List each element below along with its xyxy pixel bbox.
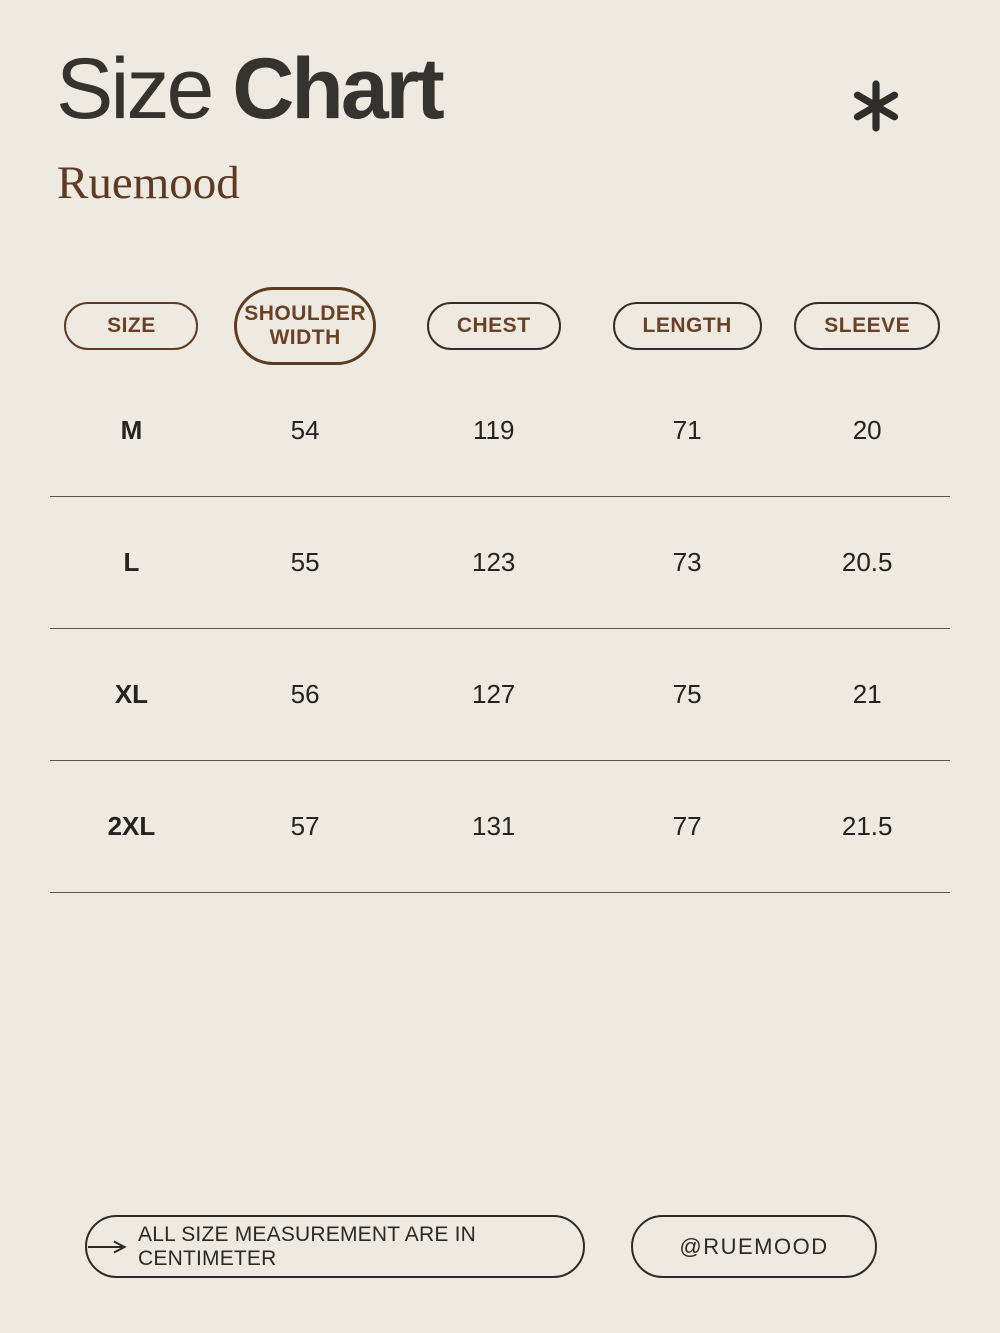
title-regular: Size	[56, 41, 212, 137]
table-cell-length: 73	[672, 547, 702, 577]
table-cell-chest: 127	[471, 679, 516, 709]
social-handle-pill	[631, 1215, 877, 1278]
table-cell-length: 77	[672, 811, 702, 841]
title-bold: Chart	[232, 41, 442, 137]
size-label: M	[120, 415, 143, 445]
column-pill-sleeve	[794, 302, 940, 350]
column-label-length: LENGTH	[642, 314, 732, 337]
table-cell-chest: 131	[471, 811, 516, 841]
table-header-row	[50, 287, 950, 365]
column-pill-size	[64, 302, 198, 350]
measurement-note-pill	[85, 1215, 585, 1278]
table-cell-shoulder: 56	[290, 679, 320, 709]
table-cell-sleeve: 20.5	[841, 547, 893, 577]
column-pill-chest	[427, 302, 561, 350]
size-label: 2XL	[107, 811, 156, 841]
size-label: XL	[114, 679, 149, 709]
size-table	[50, 287, 950, 893]
column-label-chest: CHEST	[456, 314, 531, 337]
table-cell-sleeve: 21.5	[841, 811, 893, 841]
table-row-m	[50, 365, 950, 497]
table-cell-sleeve: 20	[852, 415, 882, 445]
table-row-l	[50, 497, 950, 629]
table-cell-sleeve: 21	[852, 679, 882, 709]
measurement-note-text: ALL SIZE MEASUREMENT ARE IN CENTIMETER	[138, 1222, 476, 1270]
arrow-right-icon	[87, 1240, 127, 1254]
table-cell-shoulder: 55	[290, 547, 320, 577]
social-handle-text: @RUEMOOD	[679, 1233, 829, 1259]
page-title	[56, 41, 442, 137]
column-pill-shoulder-width	[234, 287, 376, 365]
table-cell-shoulder: 54	[290, 415, 320, 445]
asterisk-icon	[851, 79, 901, 133]
column-label-shoulder-width: SHOULDER WIDTH	[244, 301, 367, 349]
column-label-sleeve: SLEEVE	[824, 314, 911, 337]
table-cell-shoulder: 57	[290, 811, 320, 841]
brand-name: Ruemood	[57, 157, 240, 209]
table-cell-length: 75	[672, 679, 702, 709]
size-label: L	[123, 547, 140, 577]
table-row-2xl	[50, 761, 950, 893]
column-pill-length	[613, 302, 762, 350]
table-cell-chest: 119	[472, 415, 515, 445]
table-cell-length: 71	[672, 415, 702, 445]
table-row-xl	[50, 629, 950, 761]
table-cell-chest: 123	[471, 547, 516, 577]
column-label-size: SIZE	[107, 314, 156, 337]
